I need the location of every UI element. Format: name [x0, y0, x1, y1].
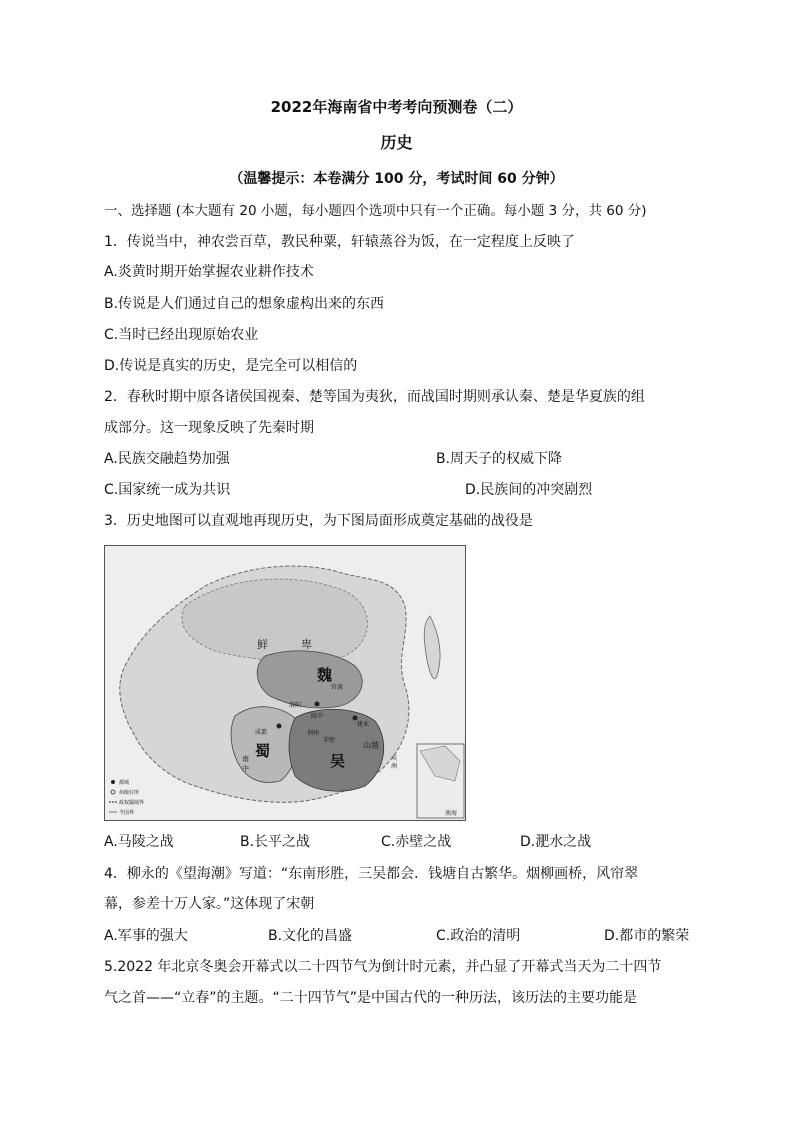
- q2-option-c: C.国家统一成为共识: [104, 482, 231, 498]
- q1-option-b: B.传说是人们通过自己的想象虚构出来的东西: [104, 296, 385, 312]
- q2-option-b: B.周天子的权威下降: [436, 451, 563, 467]
- legend-prefecture: 州级驻所: [119, 790, 140, 796]
- wu-region: [289, 709, 384, 791]
- label-nanhai: 南海: [445, 810, 458, 817]
- q4-stem-line1: 4．柳永的《望海潮》写道：“东南形胜，三吴都会．钱塘自古繁华。烟柳画桥，风帘翠: [104, 866, 639, 882]
- label-yizhou-1: 夷: [391, 755, 398, 762]
- q2-stem-line2: 成部分。这一现象反映了先秦时期: [104, 420, 314, 436]
- q5-stem-line1: 5.2022 年北京冬奥会开幕式以二十四节气为倒计时元素，并凸显了开幕式当天为二十四节: [104, 959, 662, 975]
- legend-modern: 今国界: [119, 810, 135, 816]
- legend-capital-symbol: [111, 780, 115, 784]
- jianye-marker: [353, 716, 358, 721]
- label-shu: 蜀: [255, 742, 271, 760]
- q4-option-a: A.军事的强大: [104, 928, 188, 944]
- label-jianye: 建业: [357, 721, 370, 728]
- q3-option-d: D.淝水之战: [520, 834, 592, 850]
- luoyang-marker: [315, 702, 320, 707]
- label-longzhong: 隆中: [311, 713, 324, 720]
- q2-option-a: A.民族交融趋势加强: [104, 451, 230, 467]
- label-wei: 魏: [317, 666, 333, 684]
- q1-option-c: C.当时已经出现原始农业: [104, 327, 259, 343]
- q4-option-b: B.文化的昌盛: [268, 928, 353, 944]
- map-svg: [105, 546, 465, 820]
- q3-option-b: B.长平之战: [240, 834, 311, 850]
- q3-stem: 3．历史地图可以直观地再现历史，为下图局面形成奠定基础的战役是: [104, 513, 533, 529]
- label-luoyang: 洛阳: [289, 702, 302, 709]
- q1-stem: 1．传说当中，神农尝百草，教民种粟，轩辕蒸谷为饭，在一定程度上反映了: [104, 234, 575, 250]
- q1-option-d: D.传说是真实的历史，是完全可以相信的: [104, 358, 358, 374]
- label-jingzhou: 荆州: [307, 730, 320, 737]
- q3-option-a: A.马陵之战: [104, 834, 174, 850]
- q5-stem-line2: 气之首——“立春”的主题。“二十四节气”是中国古代的一种历法，该历法的主要功能是: [104, 990, 638, 1006]
- exam-notice: （温馨提示：本卷满分 100 分，考试时间 60 分钟）: [229, 171, 564, 187]
- q2-stem-line1: 2．春秋时期中原各诸侯国视秦、楚等国为夷狄，而战国时期则承认秦、楚是华夏族的组: [104, 389, 645, 405]
- q3-option-c: C.赤壁之战: [381, 834, 452, 850]
- q4-option-d: D.都市的繁荣: [604, 928, 690, 944]
- three-kingdoms-map: [104, 545, 466, 821]
- exam-title: 2022年海南省中考考向预测卷（二）: [270, 98, 523, 116]
- legend-boundary: 政权疆域界: [119, 800, 145, 806]
- label-nanzhong-2: 中: [242, 765, 249, 773]
- label-xianbei-2: 卑: [301, 638, 312, 651]
- label-shanyue: 山越: [363, 741, 379, 750]
- label-xianbei-1: 鲜: [257, 638, 268, 651]
- label-wu: 吴: [330, 752, 346, 770]
- legend-capital: 都城: [119, 780, 130, 786]
- q1-option-a: A.炎黄时期开始掌握农业耕作技术: [104, 264, 314, 280]
- label-guandu: 官渡: [331, 684, 344, 691]
- label-yizhou-2: 洲: [391, 763, 398, 770]
- section-heading: 一、选择题 (本大题有 20 小题，每小题四个选项中只有一个正确。每小题 3 分，共 60 分): [104, 203, 647, 219]
- label-chengdu: 成都: [255, 729, 268, 736]
- q4-option-c: C.政治的清明: [436, 928, 521, 944]
- label-nanzhong-1: 南: [242, 755, 249, 763]
- q2-option-d: D.民族间的冲突剧烈: [465, 482, 593, 498]
- q4-stem-line2: 幕，参差十万人家。”这体现了宋朝: [104, 896, 315, 912]
- chengdu-marker: [277, 724, 282, 729]
- subject-title: 历史: [380, 133, 413, 152]
- label-chibi: 赤壁: [323, 737, 336, 744]
